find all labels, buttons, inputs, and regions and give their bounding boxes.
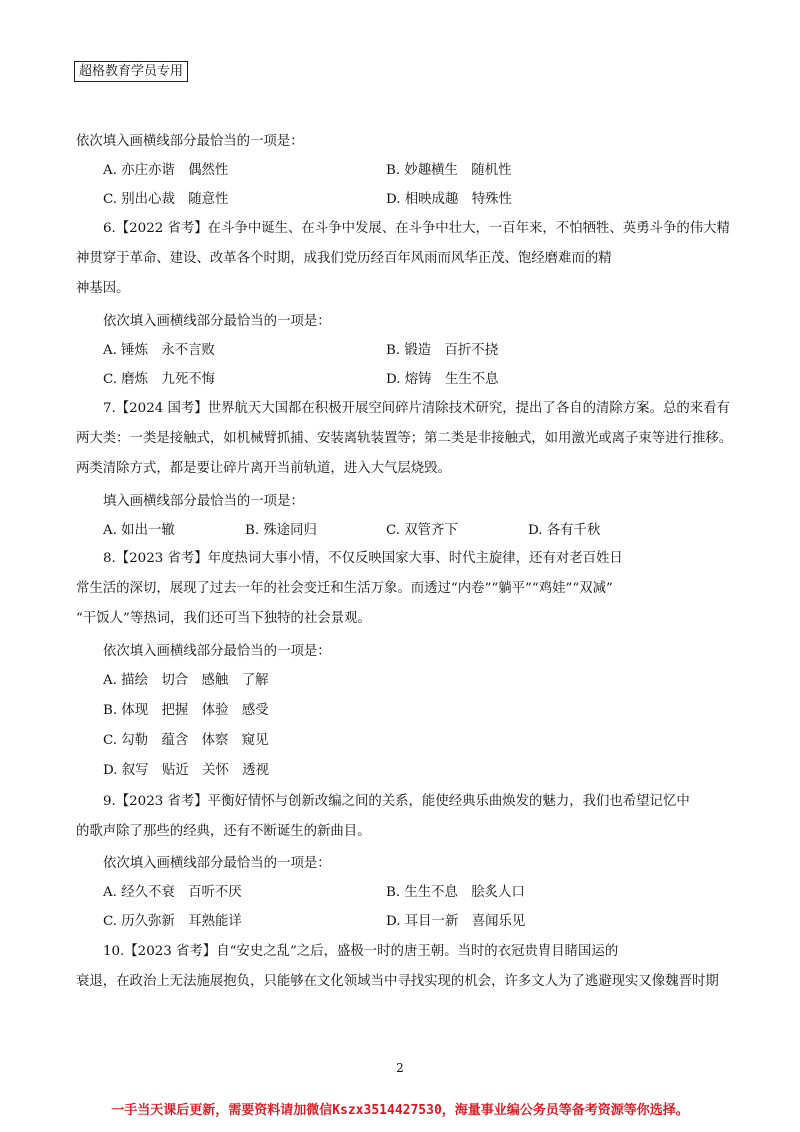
option-a: A. 描绘 切合 感触 了解 [103, 673, 269, 688]
question-prompt: 填入画横线部分最恰当的一项是： [103, 494, 304, 509]
q10-stem-line2: 衰退，在政治上无法施展抱负，只能够在文化领域当中寻找实现的机会，许多文人为了逃避现实又像魏晋时期 [76, 974, 719, 989]
q7-stem-line3: 两类清除方式，都是要让碎片离开当前轨道，进入大气层烧毁。 [76, 461, 451, 476]
option-b: B. 体现 把握 体验 感受 [103, 703, 269, 718]
q6-stem-line3: 神基因。 [76, 281, 130, 296]
q6-stem-line1: 6.【2022 省考】在斗争中诞生、在斗争中发展、在斗争中壮大，一百年来，不怕牺牲、英勇斗争的伟大精 [103, 221, 730, 236]
q9-stem-line2: 的歌声除了那些的经典，还有不断诞生的新曲目。 [76, 824, 371, 839]
option-c: C. 磨炼 九死不悔 [103, 372, 216, 387]
option-b: B. 生生不息 脍炙人口 [386, 885, 525, 900]
question-prompt: 依次填入画横线部分最恰当的一项是： [103, 856, 331, 871]
q8-stem-line1: 8.【2023 省考】年度热词大事小情，不仅反映国家大事、时代主旋律，还有对老百姓日 [103, 551, 623, 566]
header-badge: 超格教育学员专用 [74, 61, 188, 82]
q7-stem-line1: 7.【2024 国考】世界航天大国都在积极开展空间碎片清除技术研究，提出了各自的清除方案。总的来看有 [103, 401, 730, 416]
option-d: D. 熔铸 生生不息 [386, 372, 499, 387]
option-a: A. 经久不衰 百听不厌 [103, 885, 242, 900]
option-c: C. 双管齐下 [386, 523, 458, 538]
page-number: 2 [396, 1061, 404, 1075]
q10-stem-line1: 10.【2023 省考】自“安史之乱”之后，盛极一时的唐王朝。当时的衣冠贵胄目睹国运的 [103, 944, 619, 959]
option-d: D. 各有千秋 [528, 523, 601, 538]
q8-stem-line2: 常生活的深切，展现了过去一年的社会变迁和生活万象。而透过“内卷”“躺平”“鸡娃”“双减” [76, 581, 613, 596]
option-b: B. 锻造 百折不挠 [386, 343, 499, 358]
question-prompt: 依次填入画横线部分最恰当的一项是： [103, 314, 331, 329]
option-b: B. 殊途同归 [245, 523, 317, 538]
q9-stem-line1: 9.【2023 省考】平衡好情怀与创新改编之间的关系，能使经典乐曲焕发的魅力，我们也希望记忆中 [103, 794, 690, 809]
question-prompt: 依次填入画横线部分最恰当的一项是： [103, 644, 331, 659]
option-a: A. 锤炼 永不言败 [103, 343, 215, 358]
option-d: D. 叙写 贴近 关怀 透视 [103, 763, 270, 778]
q8-stem-line3: “干饭人”等热词，我们还可当下独特的社会景观。 [76, 611, 371, 626]
option-c: C. 历久弥新 耳熟能详 [103, 914, 242, 929]
footer-notice: 一手当天课后更新，需要资料请加微信Kszx3514427530，海量事业编公务员等备考资源等你选择。 [111, 1103, 689, 1118]
option-a: A. 如出一辙 [103, 523, 175, 538]
option-c: C. 别出心裁 随意性 [103, 192, 229, 207]
option-d: D. 耳目一新 喜闻乐见 [386, 914, 526, 929]
question-prompt: 依次填入画横线部分最恰当的一项是： [76, 134, 304, 149]
q6-stem-line2: 神贯穿于革命、建设、改革各个时期，成我们党历经百年风雨而风华正茂、饱经磨难而的精 [76, 251, 612, 266]
option-b: B. 妙趣横生 随机性 [386, 163, 512, 178]
option-c: C. 勾勒 蕴含 体察 窥见 [103, 733, 269, 748]
option-d: D. 相映成趣 特殊性 [386, 192, 512, 207]
q7-stem-line2: 两大类：一类是接触式，如机械臂抓捕、安装离轨装置等；第二类是非接触式，如用激光或离子束等进行推移。 [76, 431, 733, 446]
option-a: A. 亦庄亦谐 偶然性 [103, 163, 229, 178]
